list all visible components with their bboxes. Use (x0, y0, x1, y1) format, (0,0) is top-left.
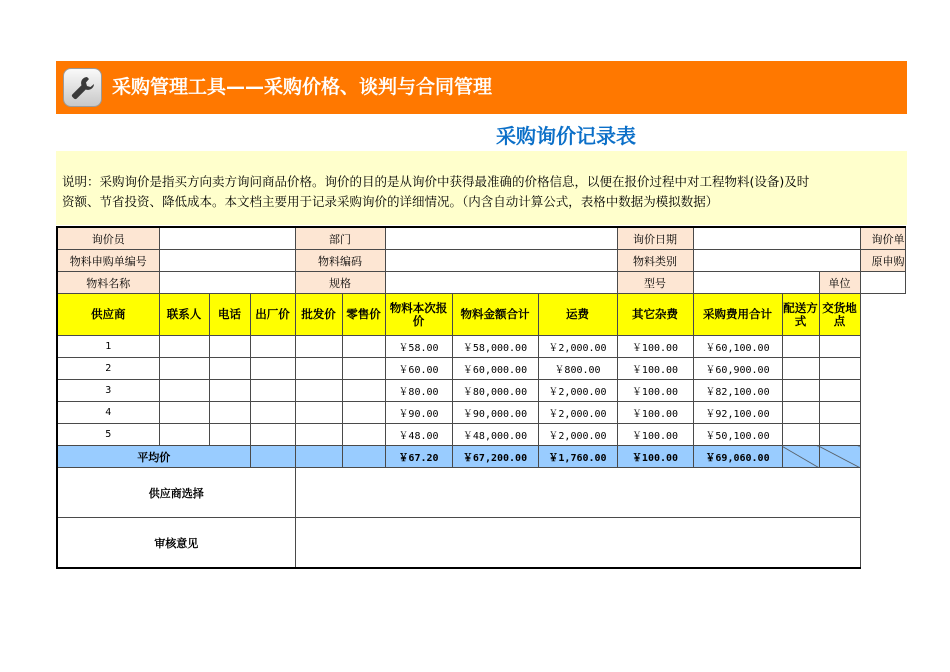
cell[interactable] (342, 336, 385, 358)
input-inquiry-date[interactable] (693, 227, 860, 250)
description-line: 资额、节省投资、降低成本。本文档主要用于记录采购询价的详细情况。（内含自动计算公式，表格中数据为模拟数据） (62, 194, 719, 209)
description-box (56, 151, 907, 225)
cell[interactable] (159, 358, 209, 380)
cell[interactable] (295, 336, 342, 358)
blank-cell (860, 358, 905, 380)
col-header-delivery-place: 交货地点 (819, 294, 860, 336)
label-inquiry-single: 询价单 (860, 227, 905, 250)
supplier-no: 5 (57, 424, 159, 446)
freight-cell[interactable]: ￥2,000.00 (538, 380, 617, 402)
avg-unit-price: ￥67.20 (385, 446, 452, 468)
cell[interactable] (250, 424, 295, 446)
freight-cell[interactable]: ￥2,000.00 (538, 336, 617, 358)
blank-cell (860, 518, 905, 569)
cell[interactable] (250, 402, 295, 424)
cell[interactable] (250, 358, 295, 380)
cell[interactable] (295, 424, 342, 446)
col-header-supplier: 供应商 (57, 294, 159, 336)
input-material-name[interactable] (159, 272, 295, 294)
input-inquirer[interactable] (159, 227, 295, 250)
avg-diagonal-cell (782, 446, 819, 468)
blank-cell (860, 336, 905, 358)
cell[interactable] (250, 380, 295, 402)
cell[interactable] (342, 402, 385, 424)
input-department[interactable] (385, 227, 617, 250)
cost-total-cell: ￥50,100.00 (693, 424, 782, 446)
label-material-code: 物料编码 (295, 250, 385, 272)
cell[interactable] (295, 358, 342, 380)
cell[interactable] (782, 380, 819, 402)
input-unit[interactable] (860, 272, 905, 294)
cell[interactable] (159, 380, 209, 402)
cell[interactable] (295, 380, 342, 402)
misc-cell[interactable]: ￥100.00 (617, 358, 693, 380)
amount-total-cell: ￥60,000.00 (452, 358, 538, 380)
supplier-no: 4 (57, 402, 159, 424)
cell[interactable] (159, 336, 209, 358)
unit-price-cell[interactable]: ￥60.00 (385, 358, 452, 380)
banner-title: 采购管理工具——采购价格、谈判与合同管理 (112, 76, 493, 98)
label-inquirer: 询价员 (57, 227, 159, 250)
cell[interactable] (819, 380, 860, 402)
label-original-req: 原申购 (860, 250, 905, 272)
label-material-req-no: 物料申购单编号 (57, 250, 159, 272)
label-department: 部门 (295, 227, 385, 250)
label-material-name: 物料名称 (57, 272, 159, 294)
label-review: 审核意见 (57, 518, 295, 569)
cell[interactable] (782, 358, 819, 380)
supplier-no: 3 (57, 380, 159, 402)
input-review[interactable] (295, 518, 860, 569)
label-model: 型号 (617, 272, 693, 294)
label-material-category: 物料类别 (617, 250, 693, 272)
col-header-wholesale-price: 批发价 (295, 294, 342, 336)
input-material-code[interactable] (385, 250, 617, 272)
label-supplier-selection: 供应商选择 (57, 468, 295, 518)
cost-total-cell: ￥82,100.00 (693, 380, 782, 402)
col-header-contact: 联系人 (159, 294, 209, 336)
input-material-category[interactable] (693, 250, 860, 272)
freight-cell[interactable]: ￥2,000.00 (538, 424, 617, 446)
cell[interactable] (159, 424, 209, 446)
avg-cost-total: ￥69,060.00 (693, 446, 782, 468)
col-header-retail-price: 零售价 (342, 294, 385, 336)
inquiry-table (56, 226, 906, 569)
blank-cell (860, 380, 905, 402)
freight-cell[interactable]: ￥800.00 (538, 358, 617, 380)
avg-misc: ￥100.00 (617, 446, 693, 468)
input-model[interactable] (693, 272, 819, 294)
cell[interactable] (250, 336, 295, 358)
avg-cell (250, 446, 295, 468)
label-spec: 规格 (295, 272, 385, 294)
cell[interactable] (819, 336, 860, 358)
cost-total-cell: ￥60,100.00 (693, 336, 782, 358)
avg-cell (342, 446, 385, 468)
cell[interactable] (782, 336, 819, 358)
supplier-no: 2 (57, 358, 159, 380)
unit-price-cell[interactable]: ￥80.00 (385, 380, 452, 402)
col-header-misc: 其它杂费 (617, 294, 693, 336)
cell[interactable] (209, 358, 250, 380)
amount-total-cell: ￥48,000.00 (452, 424, 538, 446)
input-supplier-selection[interactable] (295, 468, 860, 518)
input-spec[interactable] (385, 272, 617, 294)
description-line: 说明：采购询价是指买方向卖方询问商品价格。询价的目的是从询价中获得最准确的价格信息，以便在报价过程中对工程物料(设备)及时 (62, 174, 810, 189)
misc-cell[interactable]: ￥100.00 (617, 380, 693, 402)
cost-total-cell: ￥92,100.00 (693, 402, 782, 424)
cell[interactable] (819, 424, 860, 446)
cell[interactable] (782, 424, 819, 446)
blank-cell (860, 446, 905, 468)
col-header-phone: 电话 (209, 294, 250, 336)
header-banner (56, 61, 907, 114)
blank-cell (860, 424, 905, 446)
col-header-unit-price: 物料本次报价 (385, 294, 452, 336)
cell[interactable] (159, 402, 209, 424)
freight-cell[interactable]: ￥2,000.00 (538, 402, 617, 424)
supplier-no: 1 (57, 336, 159, 358)
amount-total-cell: ￥90,000.00 (452, 402, 538, 424)
page-title: 采购询价记录表 (496, 124, 636, 148)
col-header-freight: 运费 (538, 294, 617, 336)
misc-cell[interactable]: ￥100.00 (617, 402, 693, 424)
unit-price-cell[interactable]: ￥90.00 (385, 402, 452, 424)
unit-price-cell[interactable]: ￥58.00 (385, 336, 452, 358)
cost-total-cell: ￥60,900.00 (693, 358, 782, 380)
blank-cell (860, 468, 905, 518)
cell[interactable] (782, 402, 819, 424)
cell[interactable] (295, 402, 342, 424)
label-unit: 单位 (819, 272, 860, 294)
col-header-factory-price: 出厂价 (250, 294, 295, 336)
avg-freight: ￥1,760.00 (538, 446, 617, 468)
cell[interactable] (209, 336, 250, 358)
cell[interactable] (342, 358, 385, 380)
wrench-icon (70, 75, 96, 101)
label-inquiry-date: 询价日期 (617, 227, 693, 250)
cell[interactable] (342, 380, 385, 402)
avg-diagonal-cell (819, 446, 860, 468)
cell[interactable] (819, 358, 860, 380)
unit-price-cell[interactable]: ￥48.00 (385, 424, 452, 446)
col-header-amount-total: 物料金额合计 (452, 294, 538, 336)
cell[interactable] (209, 424, 250, 446)
tool-button[interactable] (63, 68, 102, 107)
misc-cell[interactable]: ￥100.00 (617, 336, 693, 358)
col-header-cost-total: 采购费用合计 (693, 294, 782, 336)
input-material-req-no[interactable] (159, 250, 295, 272)
cell[interactable] (819, 402, 860, 424)
avg-cell (295, 446, 342, 468)
cell[interactable] (209, 380, 250, 402)
avg-amount-total: ￥67,200.00 (452, 446, 538, 468)
average-label: 平均价 (57, 446, 250, 468)
cell[interactable] (209, 402, 250, 424)
amount-total-cell: ￥58,000.00 (452, 336, 538, 358)
blank-cell (860, 294, 905, 336)
misc-cell[interactable]: ￥100.00 (617, 424, 693, 446)
amount-total-cell: ￥80,000.00 (452, 380, 538, 402)
cell[interactable] (342, 424, 385, 446)
col-header-delivery-method: 配送方式 (782, 294, 819, 336)
blank-cell (860, 402, 905, 424)
